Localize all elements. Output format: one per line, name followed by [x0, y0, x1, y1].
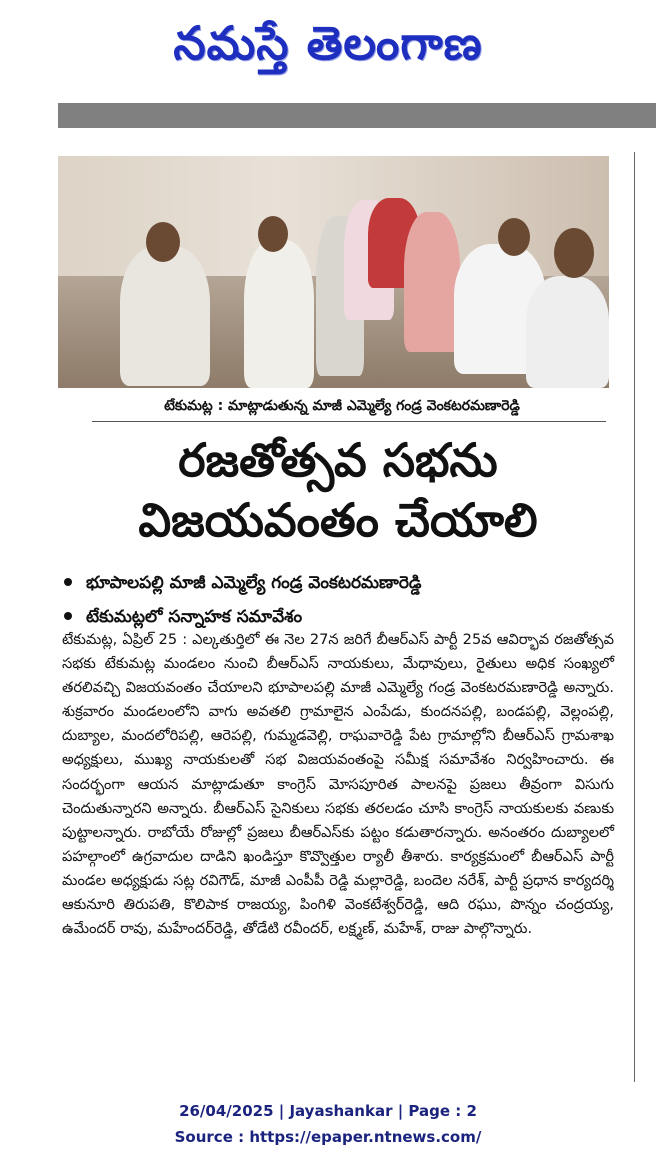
news-photo [58, 156, 609, 388]
headline-line-1: రజతోత్సవ సభను [178, 433, 498, 487]
article-headline [58, 430, 618, 550]
footer-date-page: 26/04/2025 | Jayashankar | Page : 2 [179, 1102, 477, 1120]
bullet-dot-icon [64, 612, 72, 620]
photo-person [526, 276, 609, 388]
bullet-text: టేకుమట్లలో సన్నాహక సమావేశం [86, 607, 303, 627]
photo-person-head [146, 222, 180, 262]
page-footer [0, 1098, 656, 1150]
photo-person [404, 212, 460, 352]
header-divider-bar [58, 103, 656, 128]
photo-person-head [554, 228, 594, 278]
bullet-dot-icon [64, 578, 72, 586]
photo-caption: టేకుమట్ల : మాట్లాడుతున్న మాజీ ఎమ్మెల్యే గండ్ర వెంకటరమణారెడ్డి [164, 398, 520, 414]
newspaper-logo: నమస్తే తెలంగాణ [173, 16, 483, 70]
column-rule [634, 152, 635, 1082]
highlight-bullets [58, 566, 618, 634]
photo-person-head [258, 216, 288, 252]
bullet-item [58, 566, 618, 600]
photo-person [244, 240, 314, 388]
photo-person-head [498, 218, 530, 256]
footer-source: Source : https://epaper.ntnews.com/ [174, 1128, 482, 1146]
article-body: టేకుమట్ల, ఏప్రిల్ 25 : ఎల్కతుర్తిలో ఈ నెల 27న జరిగే బీఆర్ఎస్ పార్టీ 25వ ఆవిర్భావ రజతోత్సవ సభకు టేకుమట్ల మండలం నుంచి బీఆర్ఎస్ నాయకులు, మేధావులు, రైతులు అధిక సంఖ్యలో తరలివచ్చి విజయవంతం చేయాలని భూపాలపల్లి మాజీ ఎమ్మెల్యే గండ్ర వెంకటరమణారెడ్డి అన్నారు. శుక్రవారం మండలంలోని వాగు అవతలి గ్రామాలైన ఎంపేడు, కుందనపల్లి, బండపల్లి, వెల్లంపల్లి, దుబ్యాల, మందలోరిపల్లి, ఆరెపల్లి, గుమ్మడవెల్లి, రాఘవారెడ్డి పేట గ్రామాల్లోని బీఆర్ఎస్ గ్రామశాఖ అధ్యక్షులు, ముఖ్య నాయకులతో సభ విజయవంతంపై సమీక్ష సమావేశం నిర్వహించారు. ఈ సందర్భంగా ఆయన మాట్లాడుతూ కాంగ్రెస్ మోసపూరిత పాలనపై ప్రజలు తీవ్రంగా విసుగు చెందుతున్నారని అన్నారు. బీఆర్ఎస్ సైనికులు సభకు తరలడం చూసి కాంగ్రెస్ నాయకులకు వణుకు పుట్టాలన్నారు. రాబోయే రోజుల్లో ప్రజలు బీఆర్ఎస్‌కు పట్టం కడుతారన్నారు. అనంతరం దుబ్యాలలో పహల్గాంలో ఉగ్రవాదుల దాడిని ఖండిస్తూ కొవ్వొత్తుల ర్యాలీ తీశారు. కార్యక్రమంలో బీఆర్ఎస్ పార్టీ మండల అధ్యక్షుడు సట్ల రవిగౌడ్, మాజీ ఎంపీపీ రెడ్డి మల్లారెడ్డి, బందెల నరేశ్, పార్టీ ప్రధాన కార్యదర్శి ఆకునూరి తిరుపతి, కొలిపాక రాజయ్య, పింగిళి వెంకటేశ్వర్‌రెడ్డి, ఆది రఘు, పొన్నం చంద్రయ్య, ఉమేందర్ రావు, మహేందర్‌రెడ్డి, తోడేటి రవీందర్, లక్ష్మణ్, మహేశ్, రాజు పాల్గొన్నారు. [62, 631, 614, 938]
caption-underline [92, 421, 606, 422]
bullet-text: భూపాలపల్లి మాజీ ఎమ్మెల్యే గండ్ర వెంకటరమణారెడ్డి [86, 573, 422, 593]
headline-line-2: విజయవంతం చేయాలి [138, 493, 538, 547]
photo-person [120, 246, 210, 386]
masthead [0, 0, 656, 92]
